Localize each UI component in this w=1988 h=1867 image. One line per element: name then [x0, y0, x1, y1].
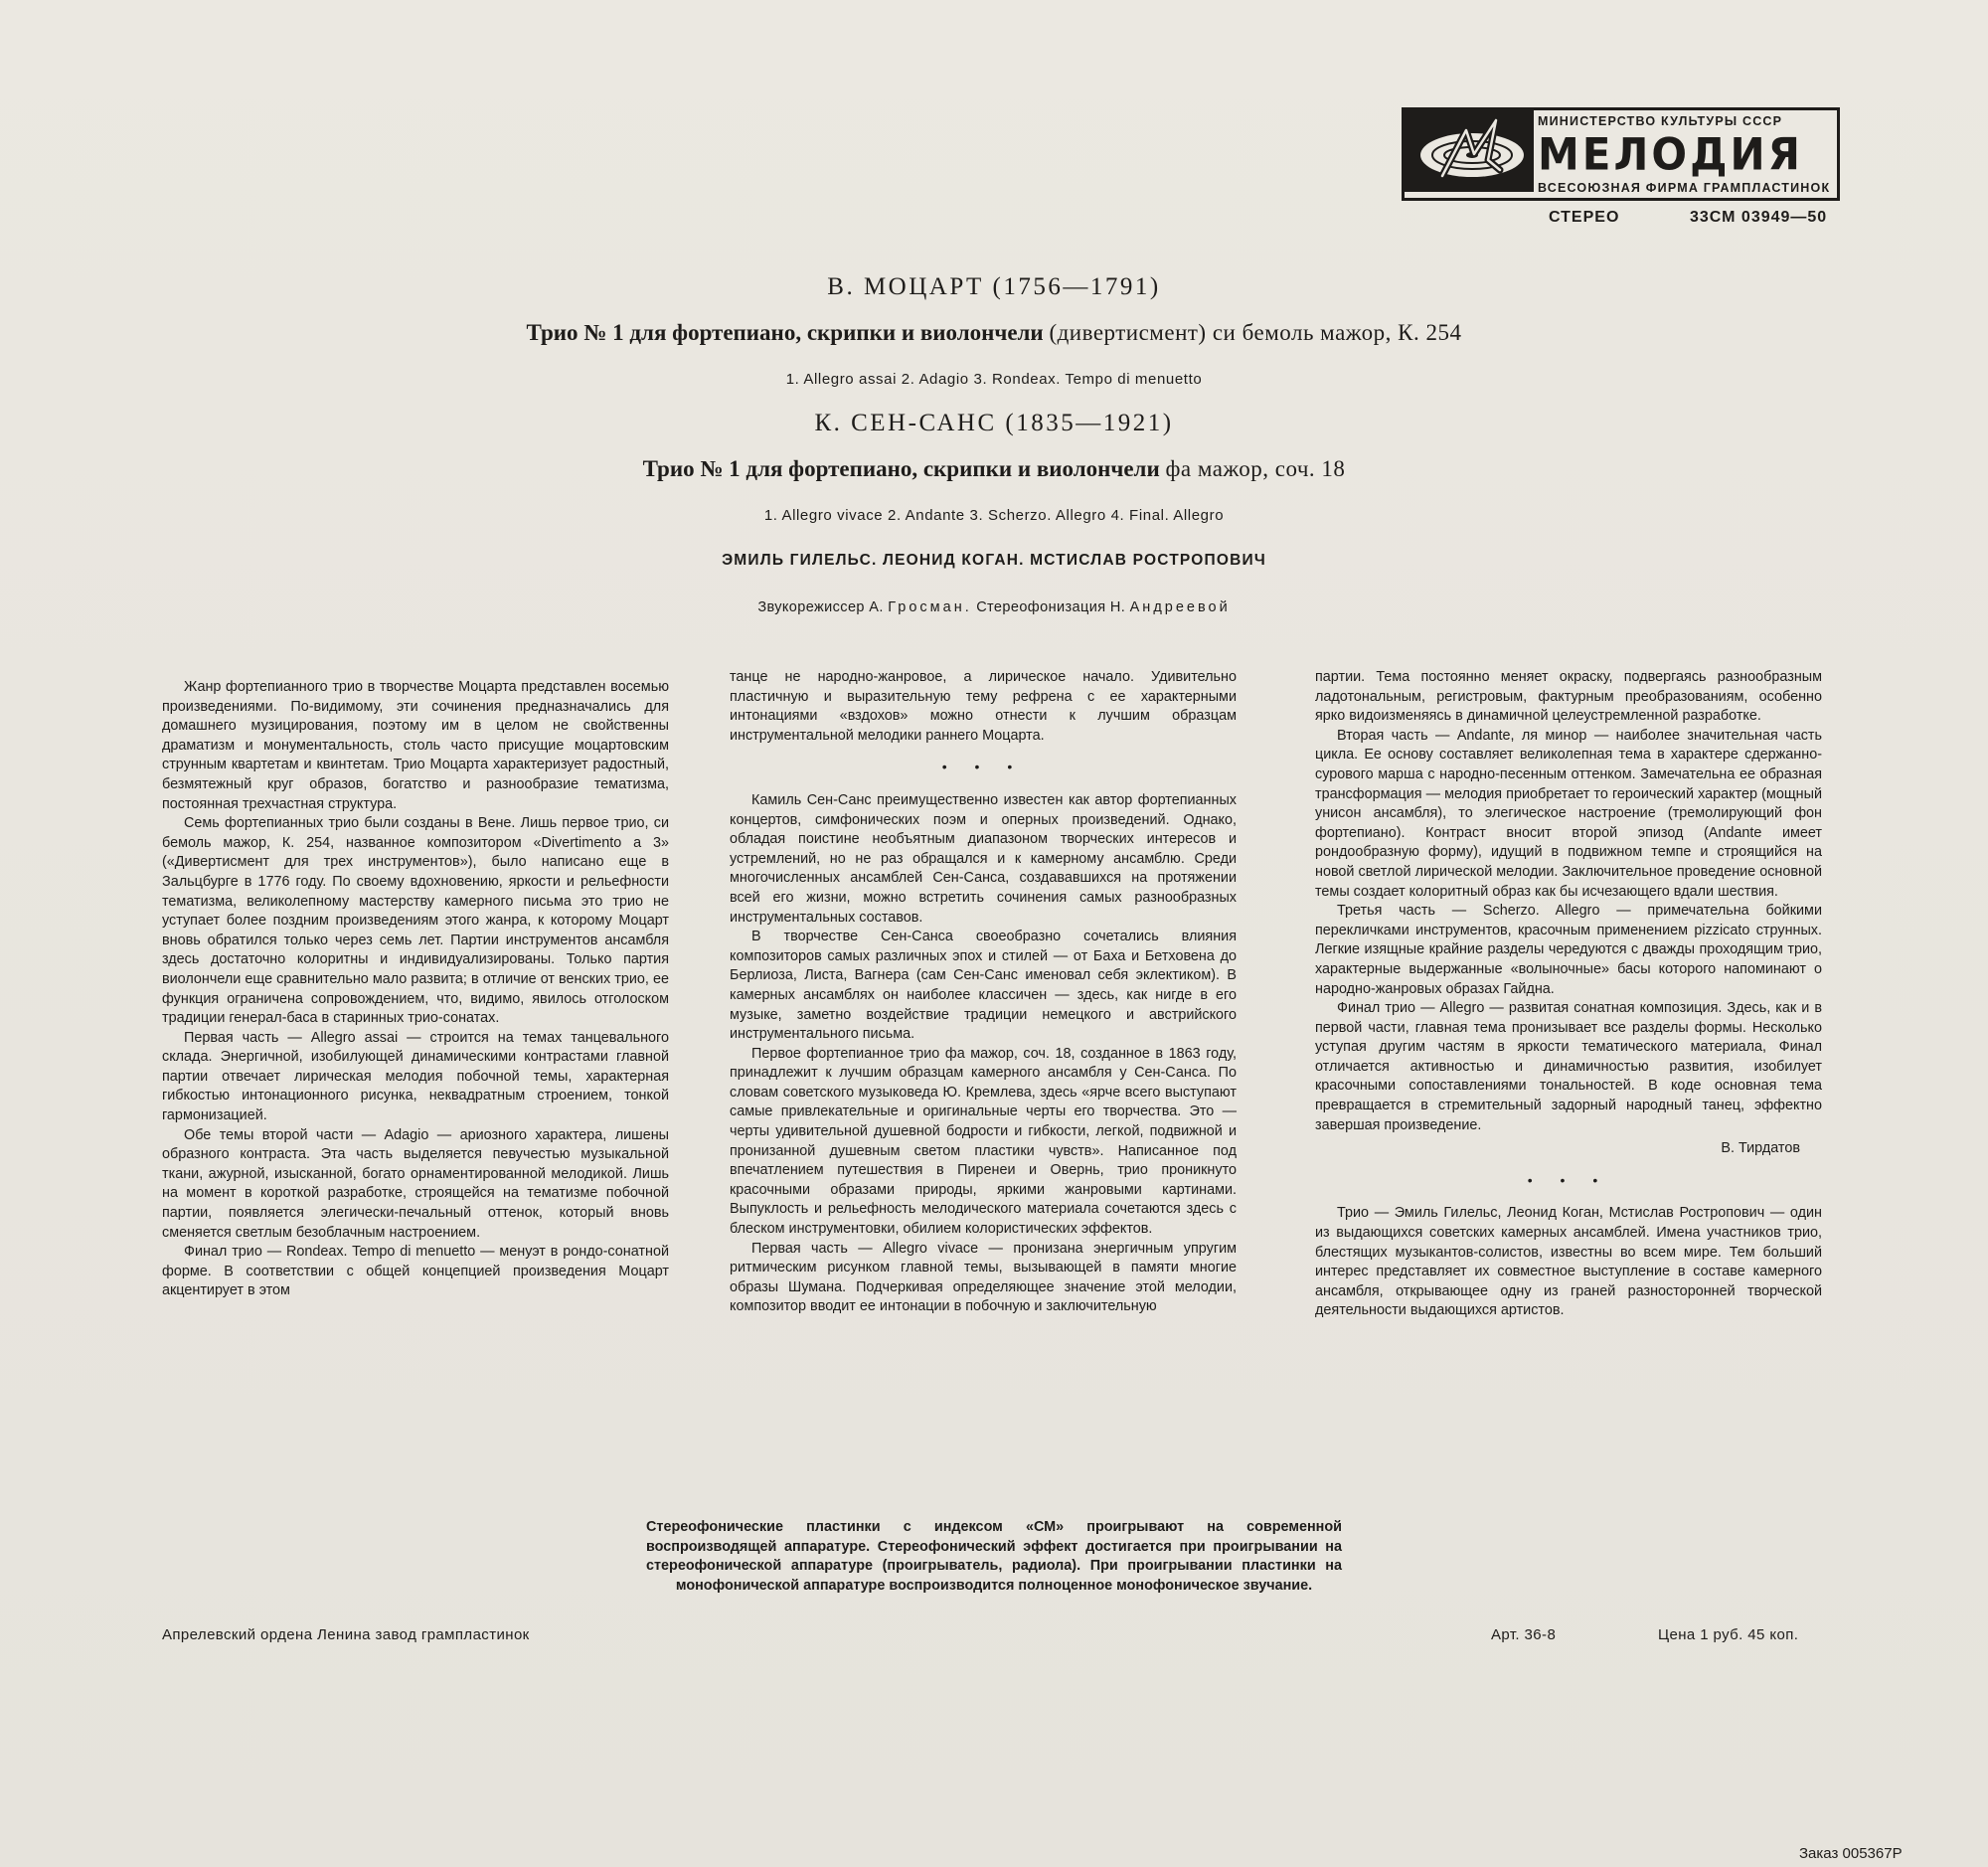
logo-name: МЕЛОДИЯ [1538, 128, 1803, 180]
notes-paragraph: Финал трио — Allegro — развитая сонатная композиция. Здесь, как и в первой части, главная тема пронизывает все разделы формы. Несколько уступая другим частям в яркости тематического материала, Финал отличается активностью и динамичностью развития, изобилует красочными сопоставлениями тональностей. В коде основная тема превращается в стремительный задорный народный танец, эффектно завершая произведение. [1315, 1000, 1822, 1133]
notes-paragraph: Трио — Эмиль Гилельс, Леонид Коган, Мстислав Ростропович — один из выдающихся советских камерных ансамблей. Имена участников трио, блестящих музыкантов-солистов, известны во всем мире. Тем больший интерес представляет их совместное выступление в составе камерного ансамбля, открывающее одну из граней разносторонней творческой деятельности выдающихся артистов. [1315, 1205, 1822, 1319]
format-label: СТЕРЕО [1549, 209, 1620, 226]
notes-column-3 [1315, 668, 1822, 1321]
movements-mozart: 1. Allegro assai 2. Adagio 3. Rondeax. Tempo di menuetto [785, 371, 1203, 388]
article-number: Арт. 36-8 [1491, 1626, 1557, 1643]
movements-saint-saens: 1. Allegro vivace 2. Andante 3. Scherzo. Allegro 4. Final. Allegro [763, 507, 1225, 524]
notes-paragraph: Жанр фортепианного трио в творчестве Моцарта представлен восемью произведениями. По-видимому, эти сочинения предназначались для домашнего музицирования, поэтому им в целом не свойственны драматизм и монументальность, столь часто присущие моцартовским струнным квартетам и квинтетам. Трио Моцарта характеризует радостный, безмятежный круг образов, богатство и разнообразие тематизма, постоянная трехчастная структура. [162, 679, 669, 812]
price: Цена 1 руб. 45 коп. [1658, 1626, 1799, 1643]
section-separator: • • • [1527, 1171, 1610, 1188]
notes-paragraph: партии. Тема постоянно меняет окраску, подвергаясь разнообразным ладотональным, регистровым, фактурным преобразованиям, особенно ярко видоизменяясь в динамичной целеустремленной разработке. [1315, 669, 1822, 725]
notes-paragraph: В творчестве Сен-Санса своеобразно сочетались влияния композиторов самых различных эпох и стилей — от Баха и Бетховена до Берлиоза, Листа, Вагнера (сам Сен-Санс именовал себя эклектиком). В камерных ансамблях он наиболее классичен — здесь, как нигде в его музыке, заметно воздействие традиции немецкого и австрийского инструментального письма. [730, 929, 1237, 1043]
order-number: Заказ 005367Р [1799, 1845, 1903, 1862]
work-title-saint-saens [0, 456, 1988, 482]
work-title-mozart-key: (дивертисмент) си бемоль мажор, К. 254 [1049, 320, 1462, 345]
notes-paragraph: Финал трио — Rondeax. Tempo di menuetto — менуэт в рондо-сонатной форме. В соответствии с общей концепцией произведения Моцарт акцентирует в этом [162, 1244, 669, 1299]
notes-paragraph: Третья часть — Scherzo. Allegro — примечательна бойкими перекличками инструментов, красочным применением pizzicato струнных. Легкие изящные крайние разделы чередуются с дважды проходящим трио, характерные выдержанные «волыночные» басы которого напоминают о народно-жанровых образах Гайдна. [1315, 903, 1822, 997]
catalog-number: 33СМ 03949—50 [1690, 209, 1828, 226]
stereo-notice: Стереофонические пластинки с индексом «СМ» проигрывают на современной воспроизводящей аппаратуре. Стереофонический эффект достигается при проигрывании на стереофонической аппаратуре (проигрыватель, радиола). При проигрывании пластинки на монофонической аппаратуре воспроизводится полноценное монофоническое звучание. [646, 1519, 1342, 1594]
melodiya-logo [1402, 107, 1840, 201]
engineer-name: Гросман. [888, 599, 972, 615]
work-title-mozart-main: Трио № 1 для фортепиано, скрипки и виолончели [526, 320, 1044, 345]
performers: ЭМИЛЬ ГИЛЕЛЬС. ЛЕОНИД КОГАН. МСТИСЛАВ РОСТРОПОВИЧ [722, 552, 1266, 569]
composer-mozart: В. МОЦАРТ (1756—1791) [827, 273, 1161, 300]
melodiya-emblem-icon [1405, 110, 1534, 192]
notes-paragraph: Первая часть — Allegro vivace — пронизана энергичным упругим ритмическим рисунком главной темы, вызывающей в памяти многие образы Шумана. Подчеркивая определяющее значение этой мелодии, композитор вводит ее интонации в побочную и заключительную [730, 1240, 1237, 1315]
engineers [0, 599, 1988, 615]
plant-name: Апрелевский ордена Ленина завод грампластинок [162, 1626, 530, 1643]
notes-paragraph: Первая часть — Allegro assai — строится на темах танцевального склада. Энергичной, изобилующей динамическими контрастами главной партии отвечает лирическая мелодия побочной темы, характерная гибкостью интонационного рисунка, неквадратным строением, тонкой гармонизацией. [162, 1029, 669, 1124]
composer-saint-saens: К. СЕН-САНС (1835—1921) [814, 410, 1174, 436]
work-title-saint-saens-key: фа мажор, соч. 18 [1165, 456, 1346, 481]
stereo-label: Стереофонизация Н. [976, 599, 1126, 615]
section-separator: • • • [941, 759, 1025, 775]
engineer-label: Звукорежиссер А. [757, 599, 884, 615]
author-signature: В. Тирдатов [1721, 1140, 1800, 1157]
notes-paragraph: танце не народно-жанровое, а лирическое начало. Удивительно пластичную и выразительную тему рефрена с ее характерными интонациями «вздохов» можно отнести к лучшим образцам инструментальной мелодики раннего Моцарта. [730, 669, 1237, 744]
notes-column-1 [162, 678, 669, 1301]
logo-ministry: МИНИСТЕРСТВО КУЛЬТУРЫ СССР [1538, 114, 1783, 128]
logo-text-block [1534, 110, 1837, 198]
notes-column-2 [730, 668, 1237, 1317]
stereo-name: Андреевой [1129, 599, 1231, 615]
notes-paragraph: Обе темы второй части — Adagio — ариозного характера, лишены образного контраста. Эта часть выделяется певучестью музыкальной ткани, ажурной, изысканной, богато орнаментированной мелодикой. Лишь на момент в короткой разработке, строящейся на тематизме побочной партии, появляется элегически-печальный оттенок, который вновь сменяется светлым безоблачным настроением. [162, 1126, 669, 1241]
logo-firm: ВСЕСОЮЗНАЯ ФИРМА ГРАМПЛАСТИНОК [1538, 181, 1831, 195]
notes-paragraph: Семь фортепианных трио были созданы в Вене. Лишь первое трио, си бемоль мажор, К. 254, названное композитором «Divertimento a 3» («Дивертисмент для трех инструментов»), было написано еще в Зальцбурге в 1776 году. По своему вдохновению, яркости и рельефности тематизма, великолепному мастерству камерного письма это трио не уступает более поздним произведениям этого жанра, к которому Моцарт вновь обратился только через семь лет. Партии инструментов ансамбля здесь достаточно колоритны и индивидуализированы. Только партия виолончели еще сравнительно мало развита; в отличие от венских трио, ее функция ограничена сопровождением, что, видимо, явилось отголоском традиции генерал-баса в старинных трио-сонатах. [162, 815, 669, 1027]
notes-paragraph: Вторая часть — Andante, ля минор — наиболее значительная часть цикла. Ее основу составляет великолепная тема в характере сдержанно-сурового марша с народно-песенным оттенком. Замечательна ее образная трансформация — мелодия приобретает то героический характер (мощный унисон ансамбля), то элегическое настроение (тремолирующий фон фортепиано). Контраст вносит второй эпизод (Andante имеет рондообразную форму), идущий в подвижном темпе и строящийся на новой светлой лирической мелодии. Заключительное проведение основной темы создает колоритный образ как бы исчезающего вдали шествия. [1315, 727, 1822, 900]
work-title-saint-saens-main: Трио № 1 для фортепиано, скрипки и виолончели [642, 456, 1160, 481]
notes-paragraph: Первое фортепианное трио фа мажор, соч. 18, созданное в 1863 году, принадлежит к лучшим образцам камерного ансамбля у Сен-Санса. По словам советского музыковеда Ю. Кремлева, здесь «ярче всего выступают самые привлекательные и оригинальные черты его творчества. Это — черты удивительной душевной бодрости и гибкости, легкой, подвижной и пронизанной душевным светом пластики чувств». Написанное под впечатлением путешествия в Пиренеи и Овернь, трио проникнуто красочными образами природы, яркими жанровыми картинами. Выпуклость и рельефность мелодического материала сочетаются здесь с блеском инструментовки, обилием колористических эффектов. [730, 1045, 1237, 1238]
work-title-mozart [0, 320, 1988, 346]
notes-paragraph: Камиль Сен-Санс преимущественно известен как автор фортепианных концертов, симфонических поэм и оперных произведений. Однако, обладая поистине необъятным диапазоном творческих интересов и устремлений, но не раз обращался и к камерному ансамблю. Среди многочисленных ансамблей Сен-Санса, создававшихся на протяжении всей его жизни, можно встретить сочинения самых разнообразных инструментальных составов. [730, 791, 1237, 926]
